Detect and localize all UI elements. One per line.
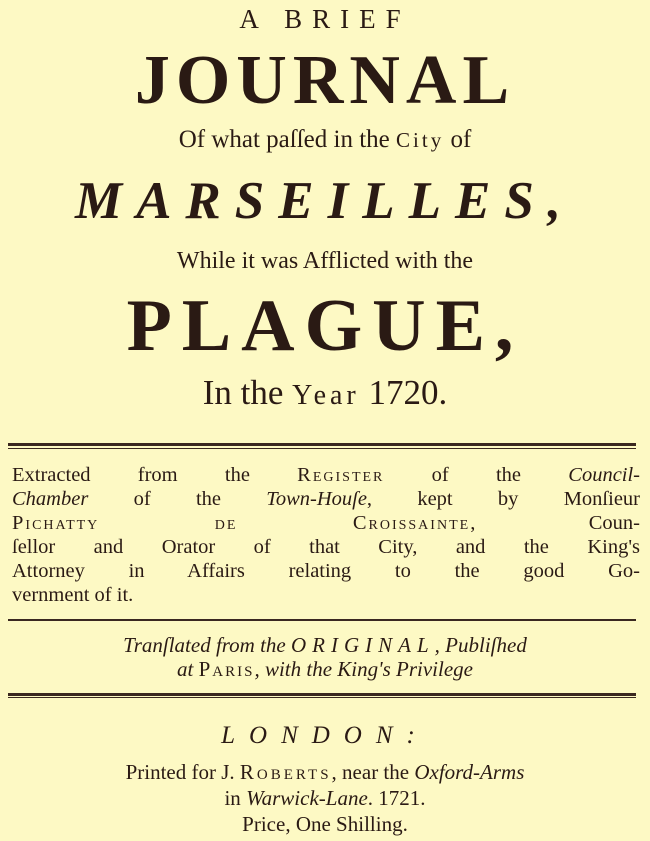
imprint-oxford-arms: Oxford-Arms	[414, 760, 525, 784]
of-what-suffix: of	[444, 126, 472, 153]
imprint-text: . 1721.	[367, 786, 426, 810]
divider-rule-middle	[8, 619, 636, 621]
imprint-london: LONDON:	[221, 722, 429, 749]
translated-text: , with the King's Privilege	[254, 657, 473, 681]
divider-rule-top-thin	[8, 448, 636, 449]
imprint-text: Printed for J.	[125, 760, 240, 784]
imprint-text: , near the	[331, 760, 415, 784]
extract-text: , Coun-	[470, 512, 641, 534]
extract-line-5: Attorney in Affairs relating to the good Go-	[12, 560, 640, 582]
imprint-warwick-lane	[0, 786, 650, 811]
subheading-of-what-passed	[0, 126, 650, 154]
subheading-year	[0, 373, 650, 413]
translated-text: , Publiſhed	[434, 633, 527, 657]
extract-text: of the	[384, 464, 569, 486]
year-word: Year	[292, 380, 360, 411]
extract-name: Pichatty de Croissainte	[12, 512, 471, 534]
heading-marseilles: MARSEILLES,	[74, 172, 576, 230]
imprint-price: Price, One Shilling.	[242, 812, 408, 836]
year-prefix: In the	[202, 373, 293, 412]
translated-line-2	[0, 657, 650, 681]
year-number: 1720.	[359, 373, 448, 412]
extract-text: Extracted from the	[12, 464, 298, 486]
extract-line-4: ſellor and Orator of that City, and the King's	[12, 536, 640, 558]
extract-text: , kept by Monſieur	[366, 488, 640, 510]
translated-text: at	[176, 657, 199, 681]
imprint-roberts: Roberts	[239, 760, 332, 784]
extract-line-2	[12, 487, 640, 511]
extract-line-6: vernment of it.	[12, 584, 134, 606]
extract-line-3	[12, 511, 640, 535]
extract-chamber: Chamber	[12, 488, 89, 510]
heading-plague: PLAGUE,	[126, 285, 524, 367]
translated-line-1	[0, 633, 650, 657]
divider-rule-bottom	[8, 693, 636, 696]
extract-register: Register	[297, 464, 385, 486]
translated-original: ORIGINAL	[291, 633, 435, 657]
imprint-printed-for	[0, 760, 650, 785]
divider-rule-top	[8, 443, 636, 446]
imprint-text: in	[224, 786, 247, 810]
extract-line-1	[12, 463, 640, 487]
extract-council: Council-	[568, 464, 641, 486]
of-what-city: City	[396, 128, 445, 152]
divider-rule-bottom-thin	[8, 697, 636, 698]
translated-paris: Paris	[198, 657, 255, 681]
extract-paragraph	[12, 463, 640, 607]
translated-text: Tranſlated from the	[123, 633, 291, 657]
of-what-prefix: Of what paſſed in the	[178, 126, 397, 153]
extract-town-house: Town-Houſe	[266, 488, 367, 510]
extract-text: of the	[88, 488, 267, 510]
subheading-while-afflicted: While it was Afflicted with the	[176, 248, 474, 274]
heading-a-brief: A BRIEF	[239, 4, 411, 34]
translated-note	[0, 633, 650, 681]
imprint-warwick: Warwick-Lane	[246, 786, 368, 810]
heading-journal: JOURNAL	[134, 42, 516, 119]
